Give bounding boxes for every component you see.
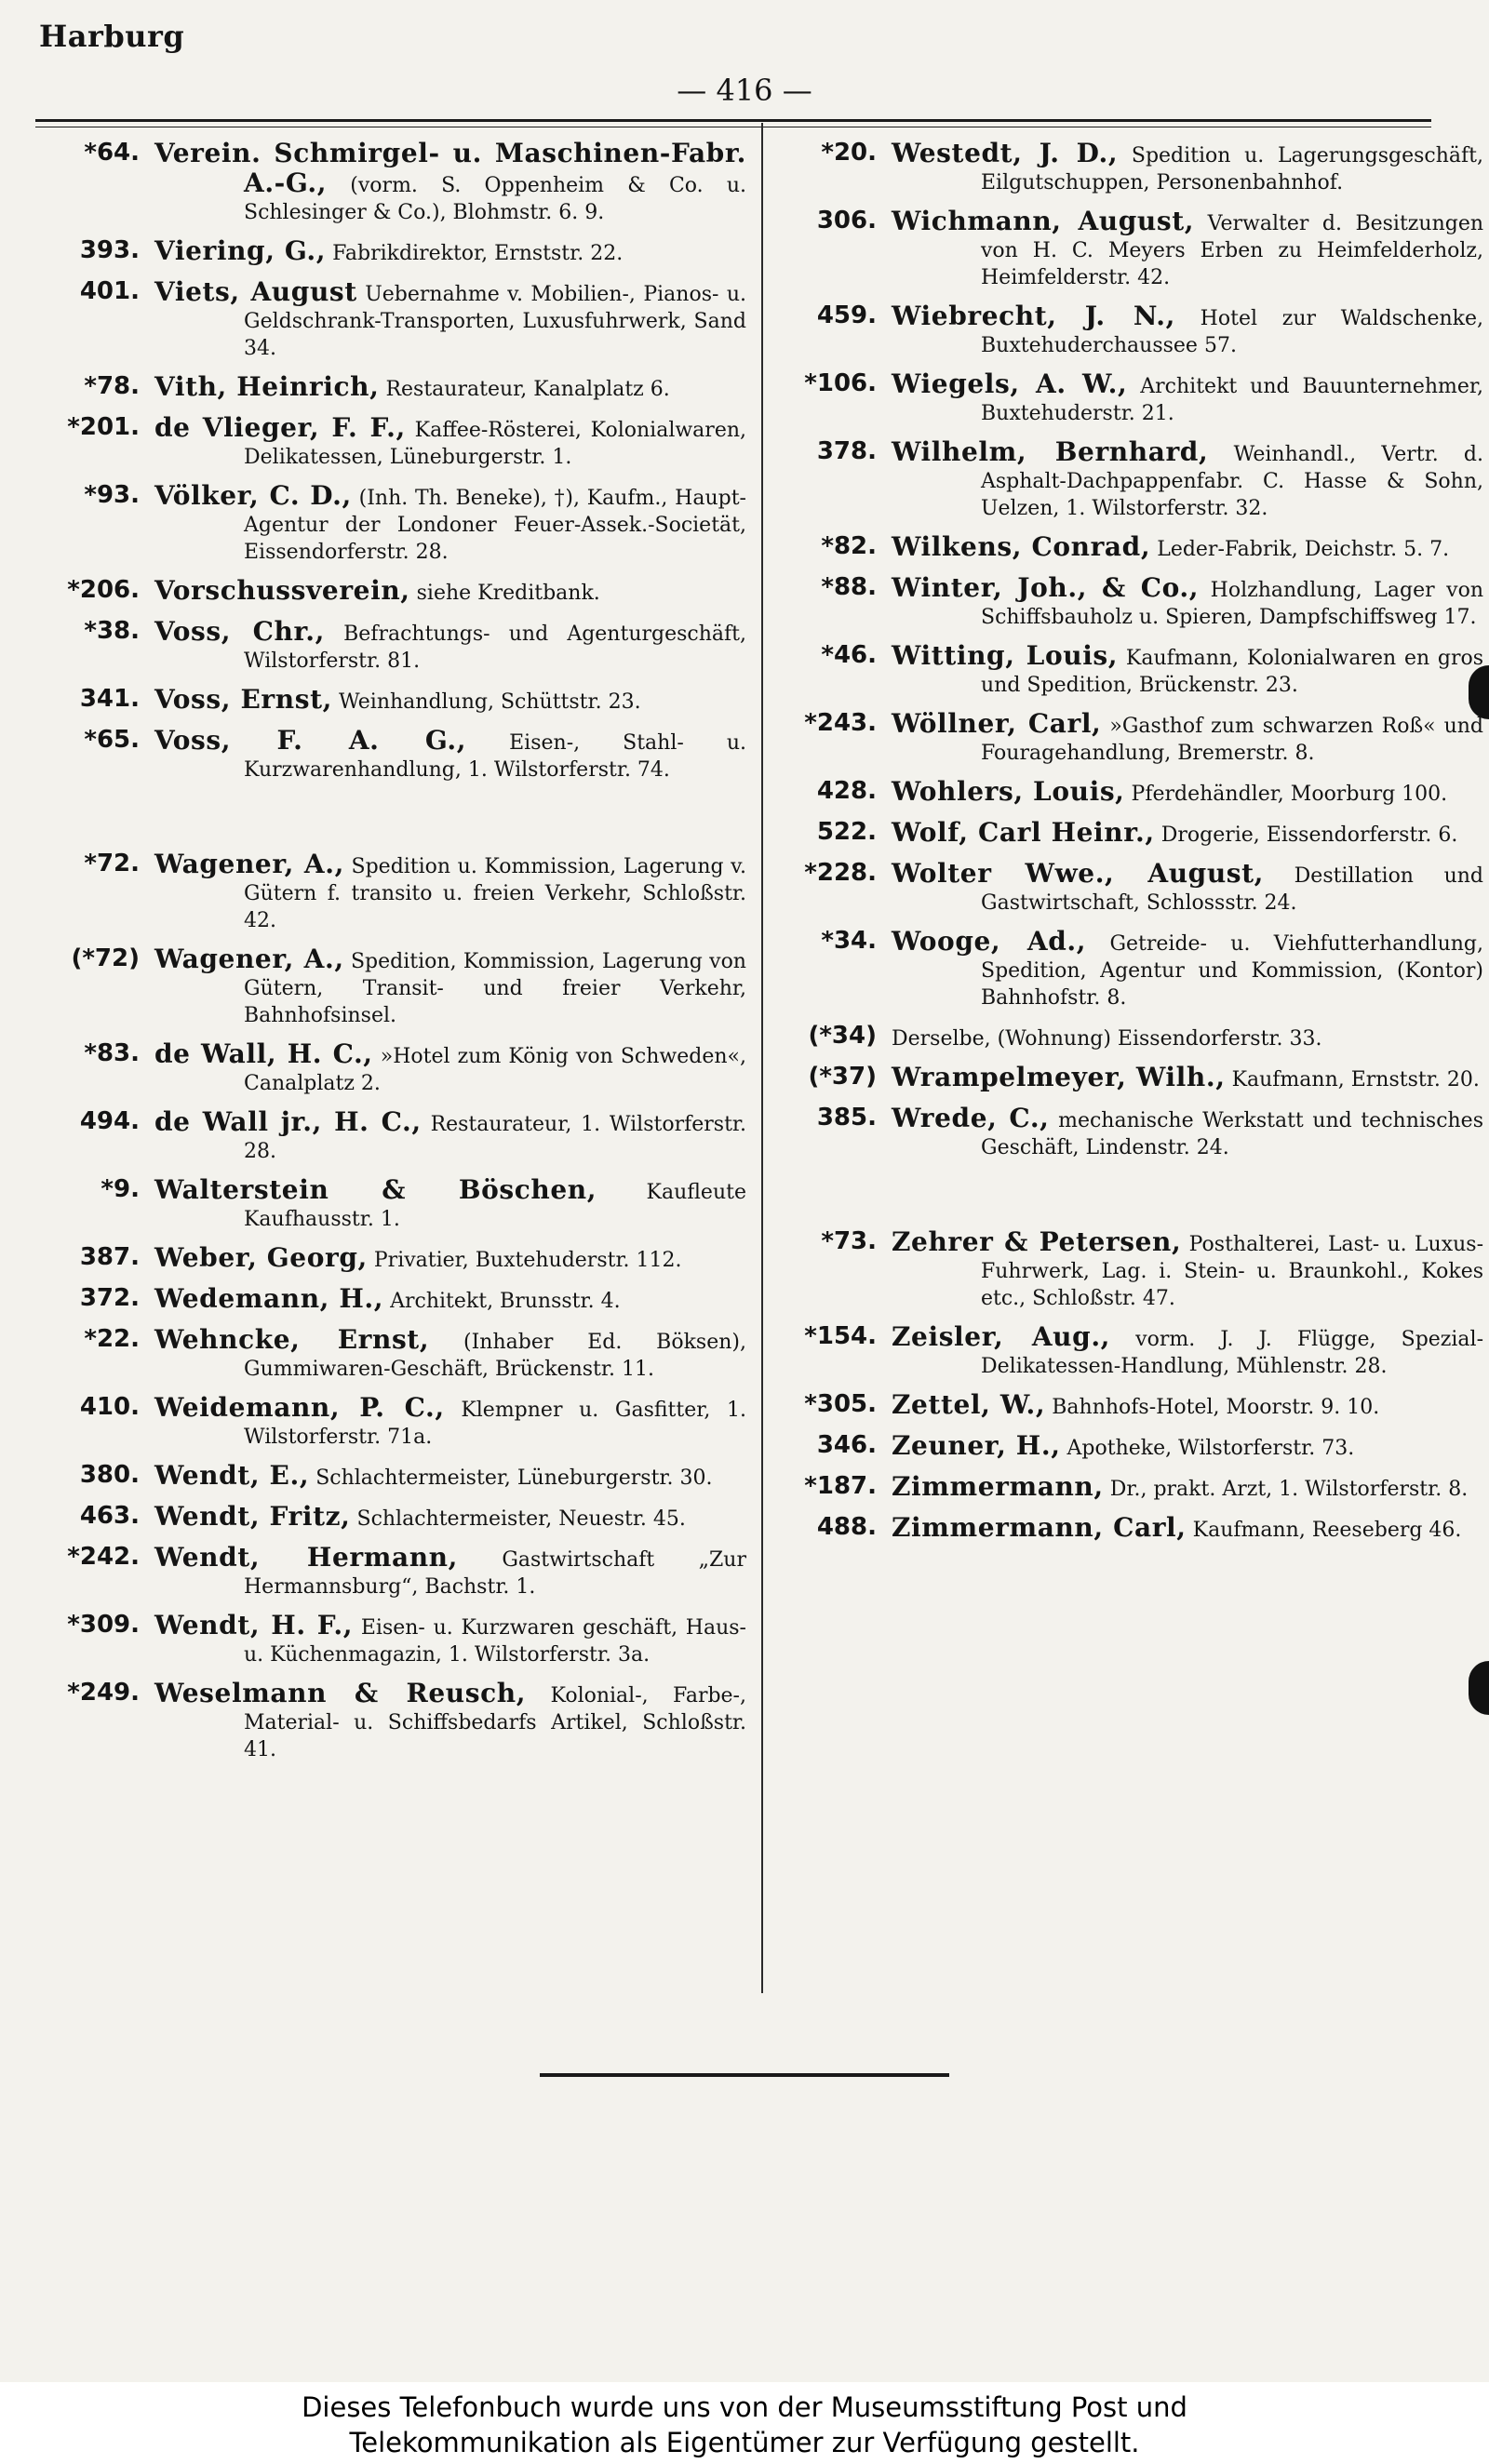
entry-description: Kaufmann, Reeseberg 46. <box>1192 1519 1462 1542</box>
directory-entry <box>39 850 746 934</box>
entry-description: Apotheke, Wilstorferstr. 73. <box>1066 1437 1355 1460</box>
phone-number: 378. <box>816 437 877 465</box>
phone-number: 385. <box>816 1104 877 1132</box>
entry-text <box>892 710 1483 767</box>
entry-description: Derselbe, (Wohnung) Eissendorferstr. 33. <box>892 1027 1322 1051</box>
entry-text <box>892 1064 1483 1093</box>
entry-name: Wichmann, August, <box>892 206 1195 236</box>
entry-text <box>154 1244 746 1274</box>
entry-name: Zimmermann, <box>892 1471 1104 1502</box>
directory-entry <box>39 945 746 1029</box>
phone-number: 372. <box>79 1284 140 1312</box>
section-gap <box>39 795 746 850</box>
phone-number: *20. <box>821 139 877 167</box>
entry-text <box>154 850 746 934</box>
entry-name: Wöllner, Carl, <box>892 708 1102 739</box>
entry-description: Posthalterei, Last- u. Luxus-Fuhrwerk, Lag. i. Stein- u. Braunkohl., Kokes etc., Schloßstr. 47. <box>981 1233 1484 1310</box>
entry-name: Wolter Wwe., August, <box>892 858 1265 889</box>
entry-text <box>892 928 1483 1011</box>
entry-text <box>154 1285 746 1315</box>
left-column <box>39 140 746 1774</box>
entry-description: (Inh. Th. Beneke), †), Kaufm., Haupt-Agentur der Londoner Feuer-Assek.-Societät, Eissendorferstr. 28. <box>244 487 746 564</box>
directory-entry <box>776 1023 1483 1052</box>
entry-name: Weselmann & Reusch, <box>154 1678 527 1708</box>
directory-entry <box>39 1394 746 1451</box>
entry-name: Wiegels, A. W., <box>892 368 1128 399</box>
phone-number: *243. <box>804 709 877 737</box>
section-gap <box>776 1172 1483 1228</box>
entry-description: Spedition u. Lagerungsgeschäft, Eilgutschuppen, Personenbahnhof. <box>981 144 1483 194</box>
phone-number: *83. <box>84 1039 140 1067</box>
entry-name: Völker, C. D., <box>154 480 352 511</box>
entry-name: Wilhelm, Bernhard, <box>892 436 1209 467</box>
entry-text <box>892 1105 1483 1161</box>
entry-description: Kaufmann, Ernststr. 20. <box>1231 1068 1480 1091</box>
entry-text <box>892 574 1483 631</box>
entry-description: Schlachtermeister, Lüneburgerstr. 30. <box>315 1466 713 1490</box>
entry-name: Voss, F. A. G., <box>154 725 467 756</box>
phone-number: 463. <box>79 1502 140 1530</box>
entry-description: vorm. J. J. Flügge, Spezial-Delikatessen-Handlung, Mühlenstr. 28. <box>981 1328 1484 1378</box>
phone-number: *187. <box>804 1472 877 1500</box>
directory-entry <box>39 727 746 783</box>
entry-description: Hotel zur Waldschenke, Buxtehuderchaussee 57. <box>981 307 1483 357</box>
entry-name: Wedemann, H., <box>154 1283 384 1314</box>
phone-number: *88. <box>821 573 877 601</box>
entry-name: Viets, August <box>154 276 357 307</box>
entry-text <box>892 1023 1483 1052</box>
entry-name: Vith, Heinrich, <box>154 371 380 402</box>
entry-description: Weinhandl., Vertr. d. Asphalt-Dachpappenfabr. C. Hasse & Sohn, Uelzen, 1. Wilstorferstr. 32. <box>981 443 1483 520</box>
directory-entry <box>39 278 746 362</box>
entry-text <box>892 302 1483 359</box>
entry-text <box>154 1394 746 1451</box>
entry-text <box>154 140 746 226</box>
directory-entry <box>776 1323 1483 1380</box>
directory-entry <box>39 414 746 471</box>
entry-description: »Hotel zum König von Schweden«, Canalplatz 2. <box>244 1045 746 1095</box>
directory-entry <box>776 1064 1483 1093</box>
entry-text <box>892 370 1483 427</box>
entry-text <box>154 1680 746 1763</box>
entry-description: Restaurateur, Kanalplatz 6. <box>385 378 670 401</box>
entry-description: Architekt, Brunsstr. 4. <box>390 1290 621 1313</box>
entry-description: Eisen-, Stahl- u. Kurzwarenhandlung, 1. Wilstorferstr. 74. <box>244 731 746 782</box>
entry-text <box>154 482 746 566</box>
phone-number: *201. <box>67 413 140 441</box>
entry-text <box>892 1228 1483 1312</box>
phone-number: 459. <box>816 301 877 329</box>
entry-text <box>154 577 746 607</box>
phone-number: 346. <box>816 1431 877 1459</box>
phone-number: *38. <box>84 617 140 645</box>
entry-name: Wendt, Fritz, <box>154 1501 351 1532</box>
phone-number: (*72) <box>71 944 140 972</box>
directory-entry <box>39 1108 746 1165</box>
entry-name: Viering, G., <box>154 235 327 266</box>
entry-description: Privatier, Buxtehuderstr. 112. <box>373 1249 682 1272</box>
header-rule <box>35 119 1431 122</box>
entry-description: Uebernahme v. Mobilien-, Pianos- u. Geldschrank-Transporten, Luxusfuhrwerk, Sand 34. <box>244 283 746 360</box>
entry-text <box>154 1503 746 1533</box>
phone-number: (*34) <box>808 1022 877 1050</box>
entry-text <box>154 618 746 675</box>
entry-text <box>154 686 746 716</box>
footer-line: Telekommunikation als Eigentümer zur Verfügung gestellt. <box>349 2427 1140 2458</box>
entry-description: mechanische Werkstatt und technisches Geschäft, Lindenstr. 24. <box>981 1109 1483 1159</box>
entry-description: Verwalter d. Besitzungen von H. C. Meyers Erben zu Heimfelderholz, Heimfelderstr. 42. <box>981 212 1484 289</box>
phone-number: 428. <box>816 777 877 805</box>
directory-entry <box>776 1105 1483 1161</box>
entry-name: Wohlers, Louis, <box>892 776 1125 807</box>
directory-entry <box>776 140 1483 196</box>
entry-text <box>892 860 1483 917</box>
entry-text <box>892 533 1483 563</box>
entry-text <box>892 140 1483 196</box>
directory-entry <box>776 208 1483 291</box>
entry-text <box>892 1473 1483 1503</box>
phone-number: *249. <box>67 1679 140 1707</box>
entry-name: Wagener, A., <box>154 849 344 879</box>
phone-number: *72. <box>84 850 140 877</box>
entry-name: Vorschussverein, <box>154 575 410 606</box>
phone-number: *64. <box>84 139 140 167</box>
directory-entry <box>776 860 1483 917</box>
entry-name: de Wall, H. C., <box>154 1038 373 1069</box>
phone-number: 401. <box>79 277 140 305</box>
entry-name: Westedt, J. D., <box>892 138 1119 168</box>
entry-description: Getreide- u. Viehfutterhandlung, Spedition, Agentur und Kommission, (Kontor) Bahnhofstr. 8. <box>981 932 1483 1010</box>
directory-entry <box>39 1244 746 1274</box>
entry-text <box>892 438 1483 522</box>
phone-number: *78. <box>84 372 140 400</box>
phone-number: 488. <box>816 1513 877 1541</box>
entry-text <box>154 1612 746 1668</box>
phone-number: *82. <box>821 532 877 560</box>
directory-entry <box>39 1176 746 1233</box>
entry-name: Zettel, W., <box>892 1389 1046 1420</box>
entry-text <box>892 819 1483 849</box>
entry-text <box>154 414 746 471</box>
directory-entry <box>776 1473 1483 1503</box>
entry-text <box>892 1432 1483 1462</box>
directory-entry <box>776 819 1483 849</box>
phone-number: *206. <box>67 576 140 604</box>
directory-entry <box>776 928 1483 1011</box>
directory-entry <box>776 1228 1483 1312</box>
entry-description: Architekt und Bauunternehmer, Buxtehuderstr. 21. <box>981 375 1483 425</box>
entry-description: Kaffee-Rösterei, Kolonialwaren, Delikatessen, Lüneburgerstr. 1. <box>244 419 746 469</box>
entry-description: Dr., prakt. Arzt, 1. Wilstorferstr. 8. <box>1109 1478 1469 1501</box>
directory-entry <box>776 574 1483 631</box>
entry-description: Klempner u. Gasfitter, 1. Wilstorferstr. 71a. <box>244 1399 746 1449</box>
directory-entry <box>776 778 1483 808</box>
directory-entry <box>39 140 746 226</box>
entry-text <box>892 1514 1483 1544</box>
directory-entry <box>776 1514 1483 1544</box>
entry-description: (Inhaber Ed. Böksen), Gummiwaren-Geschäft, Brückenstr. 11. <box>244 1331 746 1381</box>
entry-name: Zimmermann, Carl, <box>892 1512 1187 1543</box>
entry-name: Wendt, E., <box>154 1460 310 1491</box>
phone-number: *22. <box>84 1325 140 1353</box>
phone-number: 522. <box>816 818 877 846</box>
phone-number: 410. <box>79 1393 140 1421</box>
phone-number: *106. <box>804 369 877 397</box>
directory-entry <box>776 642 1483 699</box>
directory-entry <box>39 482 746 566</box>
directory-entry <box>776 1391 1483 1421</box>
directory-entry <box>776 302 1483 359</box>
entry-description: Fabrikdirektor, Ernststr. 22. <box>332 242 624 265</box>
entry-description: Gastwirtschaft „Zur Hermannsburg“, Bachstr. 1. <box>244 1548 746 1599</box>
phone-number: *65. <box>84 726 140 754</box>
entry-description: Spedition u. Kommission, Lagerung v. Gütern f. transito u. freien Verkehr, Schloßstr. 42. <box>244 855 746 932</box>
entry-name: Wehncke, Ernst, <box>154 1324 430 1355</box>
entry-text <box>154 1176 746 1233</box>
directory-entry <box>39 1612 746 1668</box>
entry-description: Kaufmann, Kolonialwaren en gros und Spedition, Brückenstr. 23. <box>981 647 1484 697</box>
right-column <box>776 140 1483 1555</box>
phone-number: *9. <box>101 1175 140 1203</box>
directory-entry <box>776 710 1483 767</box>
entry-name: Wrede, C., <box>892 1103 1050 1133</box>
phone-number: *34. <box>821 927 877 955</box>
entry-name: Wilkens, Conrad, <box>892 531 1151 562</box>
entry-name: Verein. Schmirgel- u. Maschinen-Fabr. A.-G., <box>154 138 746 198</box>
phone-number: *305. <box>804 1390 877 1418</box>
entry-description: Destillation und Gastwirtschaft, Schlossstr. 24. <box>981 864 1484 915</box>
entry-name: Winter, Joh., & Co., <box>892 572 1200 603</box>
entry-name: Wiebrecht, J. N., <box>892 301 1175 331</box>
phone-number: 393. <box>79 236 140 264</box>
phone-number: 380. <box>79 1461 140 1489</box>
phone-number: *154. <box>804 1322 877 1350</box>
directory-entry <box>39 686 746 716</box>
phone-number: 494. <box>79 1107 140 1135</box>
entry-name: Wolf, Carl Heinr., <box>892 817 1155 848</box>
entry-text <box>154 1108 746 1165</box>
entry-text <box>154 1326 746 1383</box>
column-divider <box>761 123 763 1993</box>
entry-text <box>892 1323 1483 1380</box>
entry-description: Pferdehändler, Moorburg 100. <box>1131 783 1448 806</box>
entry-description: Eisen- u. Kurzwaren geschäft, Haus- u. Küchenmagazin, 1. Wilstorferstr. 3a. <box>244 1616 746 1667</box>
phone-number: *46. <box>821 641 877 669</box>
directory-entry <box>39 577 746 607</box>
phone-number: 341. <box>79 685 140 713</box>
phone-number: (*37) <box>808 1063 877 1091</box>
entry-description: Spedition, Kommission, Lagerung von Gütern, Transit- und freier Verkehr, Bahnhofsinsel. <box>244 950 746 1027</box>
entry-description: Holzhandlung, Lager von Schiffsbauholz u. Spieren, Dampfschiffsweg 17. <box>981 579 1484 629</box>
entry-text <box>154 373 746 403</box>
entry-name: Walterstein & Böschen, <box>154 1174 597 1205</box>
directory-entry <box>39 618 746 675</box>
directory-entry <box>39 1503 746 1533</box>
directory-entry <box>39 1680 746 1763</box>
entry-name: de Wall jr., H. C., <box>154 1106 422 1137</box>
entry-text <box>892 778 1483 808</box>
directory-entry <box>776 370 1483 427</box>
end-rule <box>540 2073 949 2077</box>
entry-name: Weber, Georg, <box>154 1242 368 1273</box>
entry-description: siehe Kreditbank. <box>416 582 600 605</box>
entry-text <box>154 237 746 267</box>
directory-entry <box>39 373 746 403</box>
phone-number: *228. <box>804 859 877 887</box>
entry-name: Zeuner, H., <box>892 1430 1061 1461</box>
entry-description: Befrachtungs- und Agenturgeschäft, Wilstorferstr. 81. <box>244 623 746 673</box>
page-number: — 416 — <box>677 73 812 108</box>
phone-number: *242. <box>67 1543 140 1571</box>
entry-name: Wrampelmeyer, Wilh., <box>892 1062 1226 1092</box>
directory-entry <box>776 438 1483 522</box>
entry-text <box>154 278 746 362</box>
entry-name: Wagener, A., <box>154 944 344 974</box>
directory-entry <box>776 1432 1483 1462</box>
directory-entry <box>39 1040 746 1097</box>
directory-entry <box>39 1544 746 1600</box>
phone-number: 387. <box>79 1243 140 1271</box>
entry-name: Wooge, Ad., <box>892 926 1087 957</box>
entry-name: Voss, Chr., <box>154 616 325 647</box>
phone-number: *93. <box>84 481 140 509</box>
directory-entry <box>39 1462 746 1492</box>
phone-number: 306. <box>816 207 877 234</box>
entry-description: Kolonial-, Farbe-, Material- u. Schiffsbedarfs Artikel, Schloßstr. 41. <box>244 1684 746 1761</box>
entry-name: Zeisler, Aug., <box>892 1321 1111 1352</box>
entry-text <box>892 642 1483 699</box>
entry-description: Restaurateur, 1. Wilstorferstr. 28. <box>244 1113 747 1163</box>
phone-number: *309. <box>67 1611 140 1639</box>
entry-name: Wendt, H. F., <box>154 1610 354 1640</box>
entry-text <box>154 1544 746 1600</box>
entry-name: Wendt, Hermann, <box>154 1542 458 1573</box>
punch-hole-mark <box>1469 1661 1489 1715</box>
entry-description: »Gasthof zum schwarzen Roß« und Fouragehandlung, Bremerstr. 8. <box>981 715 1484 765</box>
entry-text <box>154 727 746 783</box>
entry-description: Schlachtermeister, Neuestr. 45. <box>356 1507 686 1531</box>
entry-description: Leder-Fabrik, Deichstr. 5. 7. <box>1157 538 1450 561</box>
directory-entry <box>39 1326 746 1383</box>
entry-text <box>154 1462 746 1492</box>
entry-text <box>892 208 1483 291</box>
entry-description: Drogerie, Eissendorferstr. 6. <box>1160 824 1458 847</box>
directory-entry <box>39 1285 746 1315</box>
entry-text <box>154 945 746 1029</box>
entry-description: Kaufleute Kaufhausstr. 1. <box>244 1181 746 1231</box>
entry-name: de Vlieger, F. F., <box>154 412 406 443</box>
phone-number: *73. <box>821 1227 877 1255</box>
entry-text <box>154 1040 746 1097</box>
running-head: Harburg <box>39 19 185 54</box>
entry-description: (vorm. S. Oppenheim & Co. u. Schlesinger & Co.), Blohmstr. 6. 9. <box>244 174 747 224</box>
directory-entry <box>776 533 1483 563</box>
entry-description: Bahnhofs-Hotel, Moorstr. 9. 10. <box>1052 1396 1380 1419</box>
entry-name: Voss, Ernst, <box>154 684 332 715</box>
entry-description: Weinhandlung, Schüttstr. 23. <box>338 690 641 714</box>
footer-line: Dieses Telefonbuch wurde uns von der Museumsstiftung Post und <box>302 2391 1187 2423</box>
entry-name: Witting, Louis, <box>892 640 1119 671</box>
entry-text <box>892 1391 1483 1421</box>
directory-entry <box>39 237 746 267</box>
entry-name: Zehrer & Petersen, <box>892 1226 1182 1257</box>
footer-notice <box>0 2382 1489 2464</box>
entry-name: Weidemann, P. C., <box>154 1392 445 1423</box>
